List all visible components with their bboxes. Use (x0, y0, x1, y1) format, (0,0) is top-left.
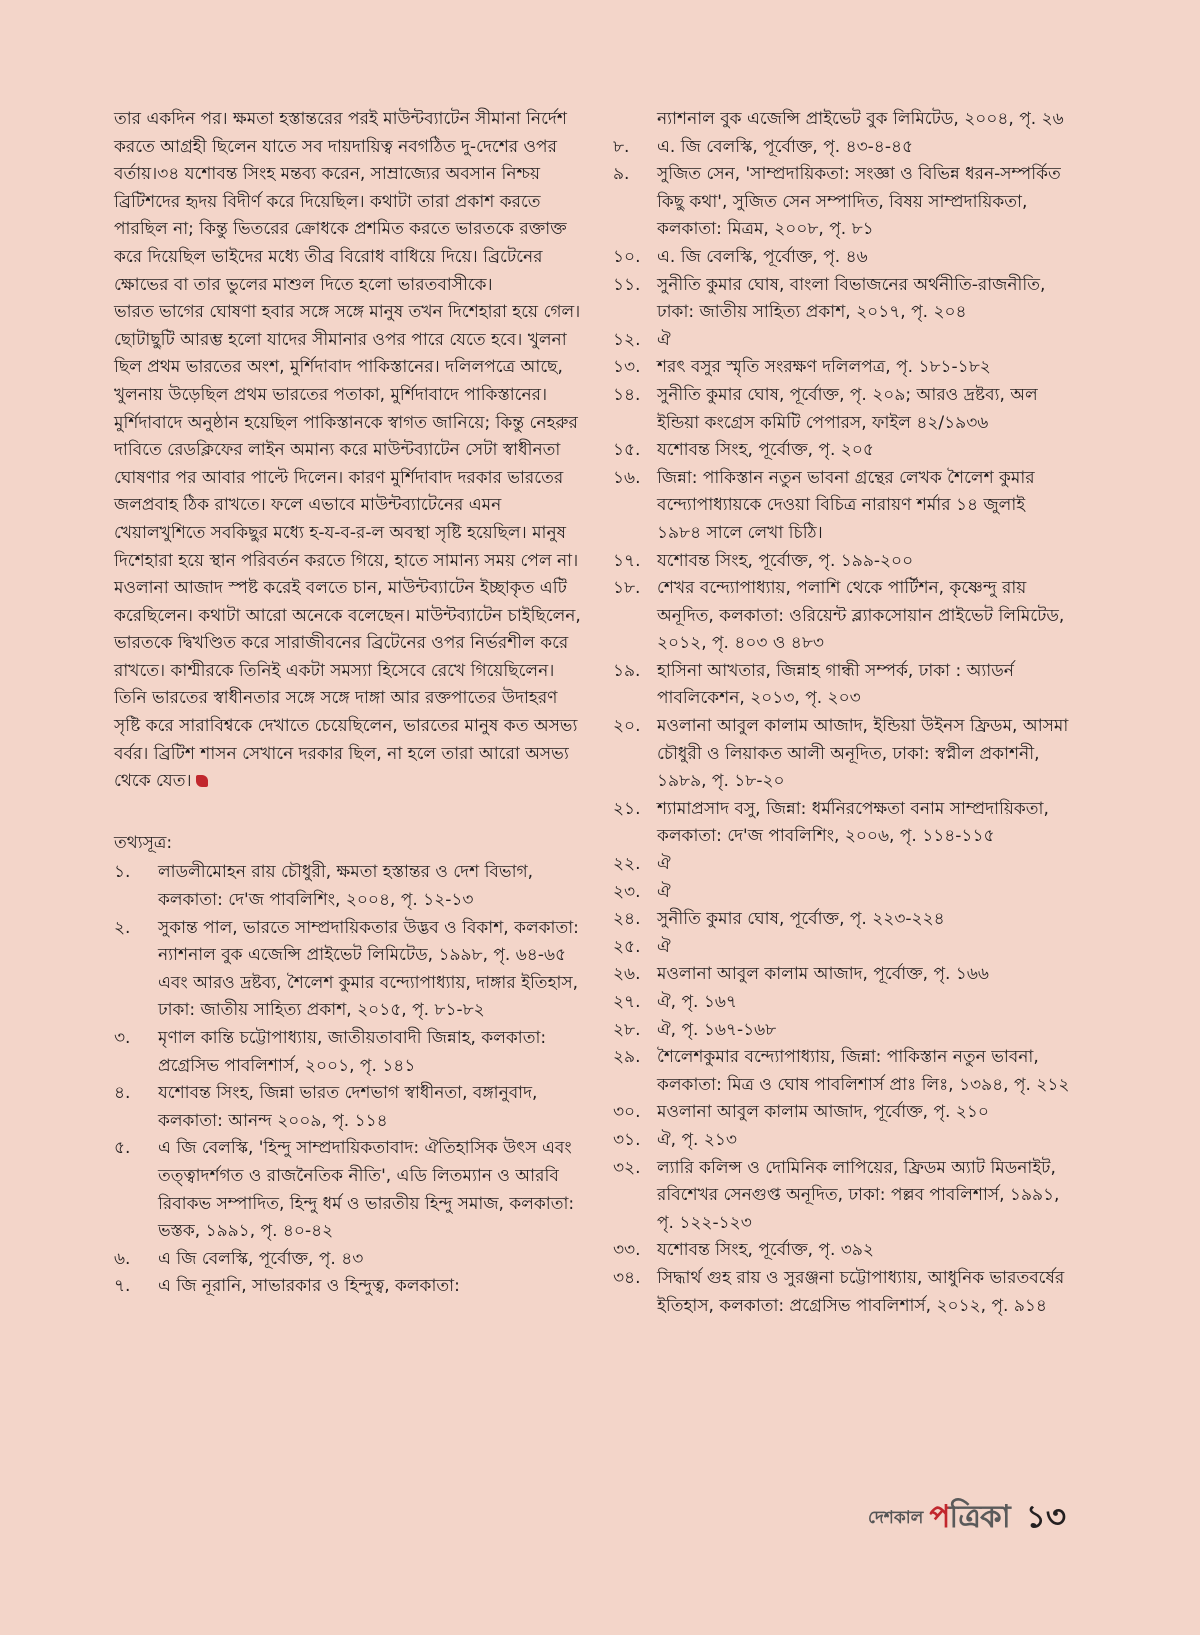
reference-item (613, 796, 1073, 851)
reference-text: এ জি নূরানি, সাভারকার ও হিন্দুত্ব, কলকাতা: (158, 1276, 460, 1297)
reference-number: ২৭. (613, 992, 641, 1012)
reference-item (613, 327, 1073, 355)
reference-text: সুনীতি কুমার ঘোষ, পূর্বোক্ত, পৃ. ২২৩-২২৪ (657, 909, 945, 930)
reference-item (613, 161, 1073, 244)
reference-number: ২৩. (613, 881, 641, 902)
reference-text: সুজিত সেন, 'সাম্প্রদায়িকতা: সংজ্ঞা ও বিভিন্ন ধরন-সম্পর্কিত কিছু কথা', সুজিত সেন সম্পাদিত, বিষয় সাম্প্রদায়িকতা, কলকাতা: মিত্রম, ২০০৮, পৃ. ৮১ (657, 164, 1061, 240)
reference-number: ১৬. (613, 467, 641, 488)
reference-text: ঐ (657, 329, 671, 350)
reference-item (613, 1127, 1073, 1155)
reference-text: যশোবন্ত সিংহ, পূর্বোক্ত, পৃ. ১৯৯-২০০ (657, 550, 914, 571)
reference-number: ২১. (613, 798, 641, 819)
reference-number: ৬. (114, 1248, 131, 1269)
reference-item (613, 1155, 1073, 1238)
reference-number: ১৫. (613, 440, 641, 461)
reference-item (114, 1025, 584, 1080)
reference-number: ৩৩. (613, 1240, 641, 1261)
reference-number: ২০. (613, 716, 641, 737)
reference-item (613, 134, 1073, 162)
references-heading: তথ্যসূত্র: (114, 832, 173, 853)
reference-item (613, 1044, 1073, 1099)
reference-number: ৪. (114, 1083, 131, 1104)
magazine-logo-accent: প (929, 1499, 950, 1535)
page-number: ১৩ (1025, 1499, 1066, 1535)
reference-number: ৩০. (613, 1102, 641, 1123)
reference-text: হাসিনা আখতার, জিন্নাহ গান্ধী সম্পর্ক, ঢাকা : অ্যাডর্ন পাবলিকেশন, ২০১৩, পৃ. ২০৩ (657, 660, 1014, 709)
reference-number: ৭. (114, 1276, 131, 1297)
left-column (114, 106, 584, 1301)
reference-continuation (613, 106, 1073, 134)
reference-text: ঐ (657, 854, 671, 875)
reference-number: ৯. (613, 164, 630, 185)
references-list-right (613, 134, 1073, 1321)
reference-item (613, 906, 1073, 934)
reference-item (613, 989, 1073, 1017)
reference-text: শ্যামাপ্রসাদ বসু, জিন্না: ধর্মনিরপেক্ষতা বনাম সাম্প্রদায়িকতা, কলকাতা: দে'জ পাবলিশিং, ২০০৬, পৃ. ১১৪-১১৫ (657, 798, 1049, 847)
reference-item (613, 437, 1073, 465)
reference-item (114, 1135, 584, 1245)
paragraph (114, 299, 584, 796)
reference-text: যশোবন্ত সিংহ, পূর্বোক্ত, পৃ. ৩৯২ (657, 1240, 874, 1261)
reference-text: ঐ, পৃ. ১৬৭-১৬৮ (657, 1019, 777, 1040)
reference-number: ২৮. (613, 1019, 641, 1040)
reference-number: ১. (114, 862, 131, 883)
magazine-logo-rest: ত্রিকা (949, 1499, 1010, 1535)
article-body (114, 106, 584, 796)
reference-text: শৈলেশকুমার বন্দ্যোপাধ্যায়, জিন্না: পাকিস্তান নতুন ভাবনা, কলকাতা: মিত্র ও ঘোষ পাবলিশার্স প্রাঃ লিঃ, ১৩৯৪, পৃ. ২১২ (657, 1047, 1070, 1095)
paragraph-text: ভারত ভাগের ঘোষণা হবার সঙ্গে সঙ্গে মানুষ তখন দিশেহারা হয়ে গেল। ছোটাছুটি আরম্ভ হলো যাদের সীমানার ওপর পারে যেতে হবে। খুলনা ছিল প্রথম ভারতের অংশ, মুর্শিদাবাদ পাকিস্তানের। দলিলপত্রে আছে, খুলনায় উড়েছিল প্রথম ভারতের পতাকা, মুর্শিদাবাদে পাকিস্তানের। মুর্শিদাবাদে অনুষ্ঠান হয়েছিল পাকিস্তানকে স্বাগত জানিয়ে; কিন্তু নেহরুর দাবিতে রেডক্লিফের লাইন অমান্য করে মাউন্টব্যাটেন সেটা স্বাধীনতা ঘোষণার পর আবার পাল্টে দিলেন। কারণ মুর্শিদাবাদ দরকার ভারতের জলপ্রবাহ ঠিক রাখতে। ফলে এভাবে মাউন্টব্যাটেনের এমন খেয়ালখুশিতে সবকিছুর মধ্যে হ-য-ব-র-ল অবস্থা সৃষ্টি হয়েছিল। মানুষ দিশেহারা হয়ে স্থান পরিবর্তন করতে গিয়ে, হাতে সামান্য সময় পেল না। মওলানা আজাদ স্পষ্ট করেই বলতে চান, মাউন্টব্যাটেন ইচ্ছাকৃত এটি করেছিলেন। কথাটা আরো অনেকে বলেছেন। মাউন্টব্যাটেন চাইছিলেন, ভারতকে দ্বিখণ্ডিত করে সারাজীবনের ব্রিটেনের ওপর নির্ভরশীল করে রাখতে। কাশ্মীরকে তিনিই একটা সমস্যা হিসেবে রেখে গিয়েছিলেন। তিনি ভারতের স্বাধীনতার সঙ্গে সঙ্গে দাঙ্গা আর রক্তপাতের উদাহরণ সৃষ্টি করে সারাবিশ্বকে দেখাতে চেয়েছিলেন, ভারতের মানুষ কত অসভ্য বর্বর। ব্রিটিশ শাসন সেখানে দরকার ছিল, না হলে তারা আরো অসভ্য থেকে যেত। (114, 302, 581, 792)
reference-item (613, 934, 1073, 962)
reference-item (114, 1080, 584, 1135)
reference-number: ৮. (613, 136, 630, 157)
reference-text: জিন্না: পাকিস্তান নতুন ভাবনা গ্রন্থের লেখক শৈলেশ কুমার বন্দ্যোপাধ্যায়কে দেওয়া বিচিত্র নারায়ণ শর্মার ১৪ জুলাই ১৯৮৪ সালে লেখা চিঠি। (657, 467, 1035, 543)
reference-number: ১৯. (613, 660, 641, 681)
reference-text: সুনীতি কুমার ঘোষ, পূর্বোক্ত, পৃ. ২০৯; আরও দ্রষ্টব্য, অল ইন্ডিয়া কংগ্রেস কমিটি পেপারস, ফাইল ৪২/১৯৩৬ (657, 384, 1038, 433)
reference-text: ঐ, পৃ. ২১৩ (657, 1129, 737, 1150)
reference-number: ১৪. (613, 384, 641, 405)
reference-number: ২৯. (613, 1047, 641, 1068)
reference-text: এ. জি বেলস্কি, পূর্বোক্ত, পৃ. ৪৩-৪-৪৫ (657, 136, 914, 157)
reference-text: যশোবন্ত সিংহ, পূর্বোক্ত, পৃ. ২০৫ (657, 440, 874, 461)
reference-item (613, 382, 1073, 437)
reference-number: ১৭. (613, 550, 641, 571)
reference-item (613, 1099, 1073, 1127)
reference-text: শরৎ বসুর স্মৃতি সংরক্ষণ দলিলপত্র, পৃ. ১৮১-১৮২ (657, 357, 991, 378)
reference-text: এ জি বেলস্কি, 'হিন্দু সাম্প্রদায়িকতাবাদ: ঐতিহাসিক উৎস এবং তত্ত্বাদর্শগত ও রাজনৈতিক নীতি', এডি লিতম্যান ও আরবি রিবাকভ সম্পাদিত, হিন্দু ধর্ম ও ভারতীয় হিন্দু সমাজ, কলকাতা: ভস্তক, ১৯৯১, পৃ. ৪০-৪২ (158, 1138, 575, 1242)
reference-text: মৃণাল কান্তি চট্টোপাধ্যায়, জাতীয়তাবাদী জিন্নাহ, কলকাতা: প্রগ্রেসিভ পাবলিশার্স, ২০০১, পৃ. ১৪১ (158, 1028, 547, 1076)
reference-number: ৩১. (613, 1129, 641, 1150)
reference-item (613, 548, 1073, 576)
reference-number: ২. (114, 917, 131, 938)
reference-item (114, 1273, 584, 1301)
reference-text: ঐ, পৃ. ১৬৭ (657, 992, 737, 1012)
paragraph: তার একদিন পর। ক্ষমতা হস্তান্তরের পরই মাউন্টব্যাটেন সীমানা নির্দেশ করতে আগ্রহী ছিলেন যাতে সব দায়দায়িত্ব নবগঠিত দু-দেশের ওপর বর্তায়।৩৪ যশোবন্ত সিংহ মন্তব্য করেন, সাম্রাজ্যের অবসান নিশ্চয় ব্রিটিশদের হৃদয় বিদীর্ণ করে দিয়েছিল। কথাটা তারা প্রকাশ করতে পারছিল না; কিন্তু ভিতরের ক্রোধকে প্রশমিত করতে ভারতকে রক্তাক্ত করে দিয়েছিল ভাইদের মধ্যে তীব্র বিরোধ বাধিয়ে দিয়ে। ব্রিটেনের ক্ষোভের বা তার ভুলের মাশুল দিতে হলো ভারতবাসীকে। (114, 109, 567, 295)
magazine-logo (929, 1493, 1009, 1545)
reference-item (613, 851, 1073, 879)
reference-number: ৩. (114, 1028, 131, 1048)
reference-item (114, 859, 584, 914)
reference-text: ন্যাশনাল বুক এজেন্সি প্রাইভেট বুক লিমিটেড, ২০০৪, পৃ. ২৬ (657, 109, 1064, 129)
reference-text: মওলানা আবুল কালাম আজাদ, ইন্ডিয়া উইনস ফ্রিডম, আসমা চৌধুরী ও লিয়াকত আলী অনূদিত, ঢাকা: স্বপ্নীল প্রকাশনী, ১৯৮৯, পৃ. ১৮-২০ (657, 716, 1069, 792)
reference-text: ঐ (657, 936, 671, 957)
reference-item (613, 1265, 1073, 1320)
reference-item (613, 272, 1073, 327)
reference-text: ল্যারি কলিন্স ও দোমিনিক লাপিয়ের, ফ্রিডম অ্যাট মিডনাইট, রবিশেখর সেনগুপ্ত অনূদিত, ঢাকা: পল্লব পাবলিশার্স, ১৯৯১, পৃ. ১২২-১২৩ (657, 1157, 1060, 1233)
reference-number: ১২. (613, 329, 641, 350)
reference-number: ২৪. (613, 909, 641, 930)
reference-item (613, 658, 1073, 713)
reference-number: ১১. (613, 274, 641, 295)
reference-number: ২৫. (613, 936, 641, 957)
reference-number: ১৮. (613, 578, 641, 599)
reference-item (613, 879, 1073, 907)
reference-text: শেখর বন্দ্যোপাধ্যায়, পলাশি থেকে পার্টিশন, কৃষ্ণেন্দু রায় অনূদিত, কলকাতা: ওরিয়েন্ট ব্ল্যাকসোয়ান প্রাইভেট লিমিটেড, ২০১২, পৃ. ৪০৩ ও ৪৮৩ (657, 578, 1065, 654)
reference-text: সুকান্ত পাল, ভারতে সাম্প্রদায়িকতার উদ্ভব ও বিকাশ, কলকাতা: ন্যাশনাল বুক এজেন্সি প্রাইভেট লিমিটেড, ১৯৯৮, পৃ. ৬৪-৬৫ এবং আরও দ্রষ্টব্য, শৈলেশ কুমার বন্দ্যোপাধ্যায়, দাঙ্গার ইতিহাস, ঢাকা: জাতীয় সাহিত্য প্রকাশ, ২০১৫, পৃ. ৮১-৮২ (158, 917, 579, 1021)
reference-number: ২২. (613, 854, 641, 875)
reference-number: ৫. (114, 1138, 131, 1159)
reference-item (613, 1017, 1073, 1045)
reference-text: ঐ (657, 881, 671, 902)
reference-item (114, 915, 584, 1025)
reference-item (613, 465, 1073, 548)
reference-item (613, 713, 1073, 796)
references-list-left (114, 859, 584, 1301)
reference-number: ২৬. (613, 964, 641, 985)
reference-text: এ. জি বেলস্কি, পূর্বোক্ত, পৃ. ৪৬ (657, 246, 868, 267)
reference-text: এ জি বেলস্কি, পূর্বোক্ত, পৃ. ৪৩ (158, 1248, 364, 1269)
right-column (613, 106, 1073, 1320)
reference-item (613, 354, 1073, 382)
reference-text: মওলানা আবুল কালাম আজাদ, পূর্বোক্ত, পৃ. ১৬৬ (657, 964, 989, 985)
reference-text: সুনীতি কুমার ঘোষ, বাংলা বিভাজনের অর্থনীতি-রাজনীতি, ঢাকা: জাতীয় সাহিত্য প্রকাশ, ২০১৭, পৃ. ২০৪ (657, 274, 1046, 323)
reference-item (613, 961, 1073, 989)
reference-text: যশোবন্ত সিংহ, জিন্না ভারত দেশভাগ স্বাধীনতা, বঙ্গানুবাদ, কলকাতা: আনন্দ ২০০৯, পৃ. ১১৪ (158, 1083, 538, 1131)
magazine-logo-small: দেশকাল (867, 1508, 924, 1528)
reference-number: ১৩. (613, 357, 641, 378)
reference-text: সিদ্ধার্থ গুহ রায় ও সুরঞ্জনা চট্টোপাধ্যায়, আধুনিক ভারতবর্ষের ইতিহাস, কলকাতা: প্রগ্রেসিভ পাবলিশার্স, ২০১২, পৃ. ৯১৪ (657, 1267, 1065, 1316)
end-mark-icon (196, 775, 208, 787)
page-footer (868, 1499, 1066, 1539)
reference-text: মওলানা আবুল কালাম আজাদ, পূর্বোক্ত, পৃ. ২১০ (657, 1102, 989, 1123)
reference-item (613, 244, 1073, 272)
reference-number: ৩৪. (613, 1267, 641, 1288)
reference-number: ১০. (613, 246, 641, 267)
reference-item (613, 575, 1073, 658)
reference-number: ৩২. (613, 1157, 641, 1178)
reference-item (114, 1246, 584, 1274)
reference-text: লাডলীমোহন রায় চৌধুরী, ক্ষমতা হস্তান্তর ও দেশ বিভাগ, কলকাতা: দে'জ পাবলিশিং, ২০০৪, পৃ. ১২-১৩ (158, 862, 534, 911)
reference-item (613, 1237, 1073, 1265)
